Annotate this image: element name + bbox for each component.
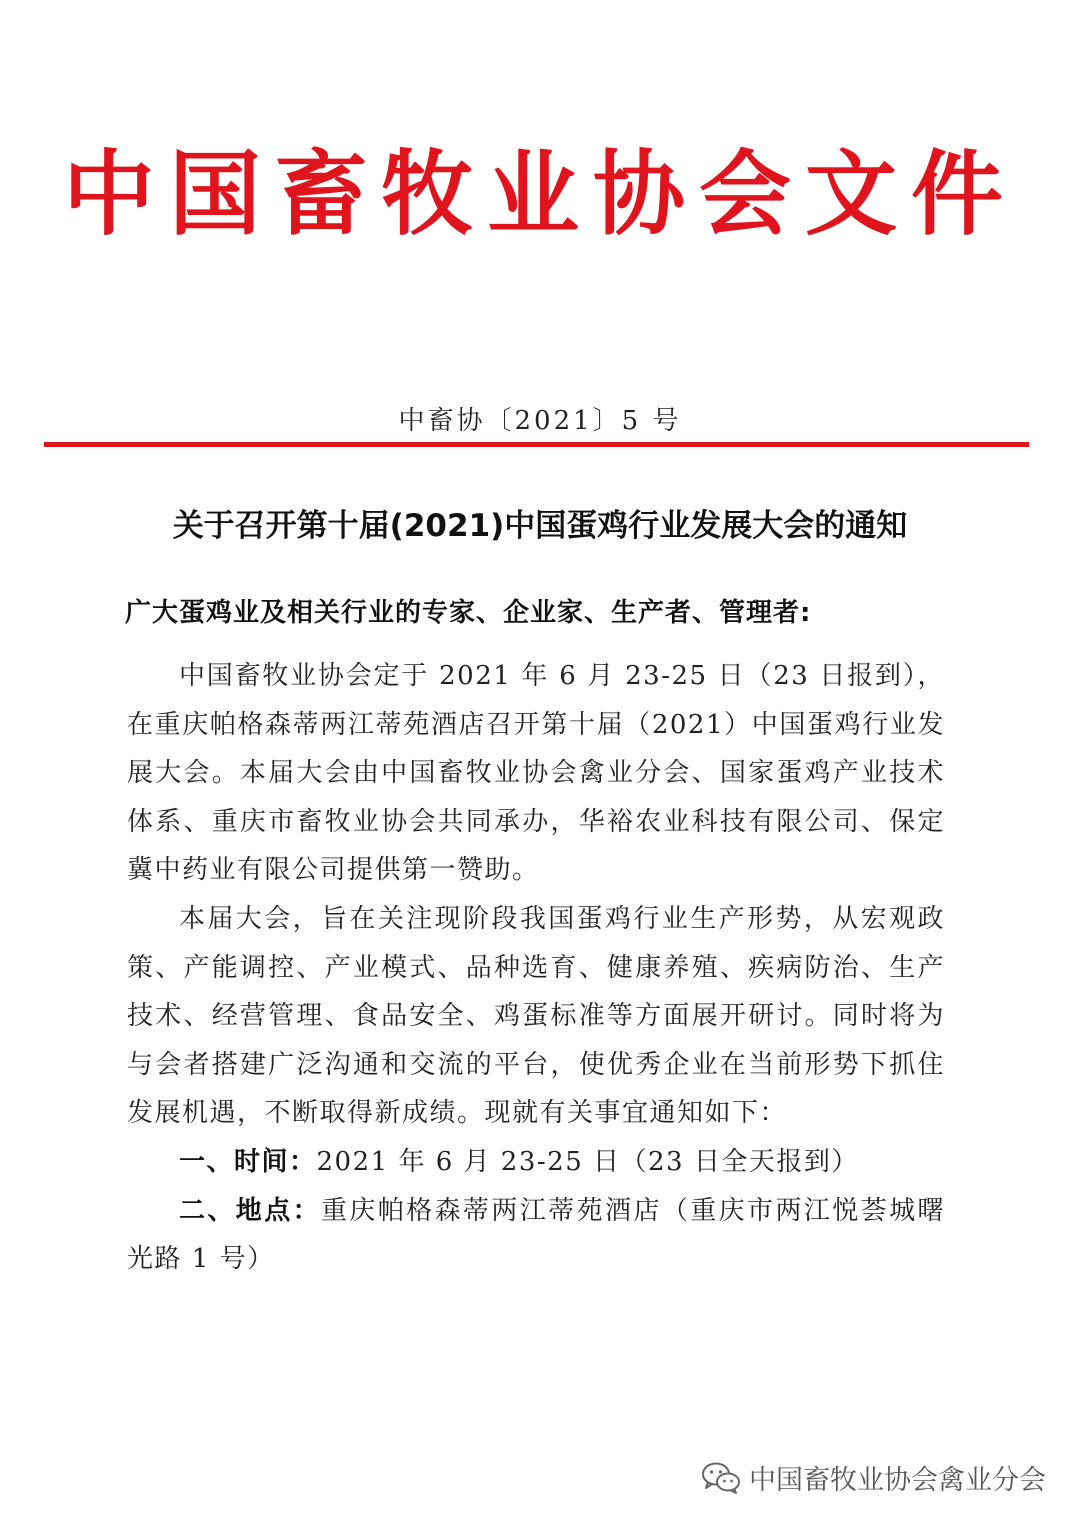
notice-title: 关于召开第十届(2021)中国蛋鸡行业发展大会的通知 [172, 508, 908, 544]
notice-item-time [127, 1138, 945, 1187]
document-number: 中畜协〔2021〕5 号 [398, 406, 682, 436]
item-location-label: 二、地点： [179, 1195, 322, 1226]
notice-paragraph-1: 中国畜牧业协会定于 2021 年 6 月 23-25 日（23 日报到），在重庆帕格森蒂两江蒂苑酒店召开第十届（2021）中国蛋鸡行业发展大会。本届大会由中国畜牧业协会禽业分会、国家蛋鸡产业技术体系、重庆市畜牧业协会共同承办，华裕农业科技有限公司、保定冀中药业有限公司提供第一赞助。 [127, 661, 945, 886]
notice-salutation: 广大蛋鸡业及相关行业的专家、企业家、生产者、管理者: [125, 598, 812, 628]
watermark-text: 中国畜牧业协会禽业分会 [749, 1465, 1046, 1496]
item-location-text: 重庆帕格森蒂两江蒂苑酒店（重庆市两江悦荟城曙光路 1 号） [127, 1195, 945, 1275]
wechat-watermark [701, 1458, 1046, 1497]
item-time-text: 2021 年 6 月 23-25 日（23 日全天报到） [316, 1146, 859, 1177]
notice-paragraph-2: 本届大会，旨在关注现阶段我国蛋鸡行业生产形势，从宏观政策、产能调控、产业模式、品种选育、健康养殖、疾病防治、生产技术、经营管理、食品安全、鸡蛋标准等方面展开研讨。同时将为与会者搭建广泛沟通和交流的平台，使优秀企业在当前形势下抓住发展机遇，不断取得新成绩。现就有关事宜通知如下： [127, 903, 945, 1129]
header-red-rule [44, 442, 1029, 447]
document-masthead: 中国畜牧业协会文件 [62, 141, 1017, 248]
item-time-label: 一、时间： [179, 1146, 317, 1177]
wechat-icon [701, 1461, 741, 1495]
notice-item-location [127, 1187, 945, 1284]
notice-body [127, 652, 945, 1284]
